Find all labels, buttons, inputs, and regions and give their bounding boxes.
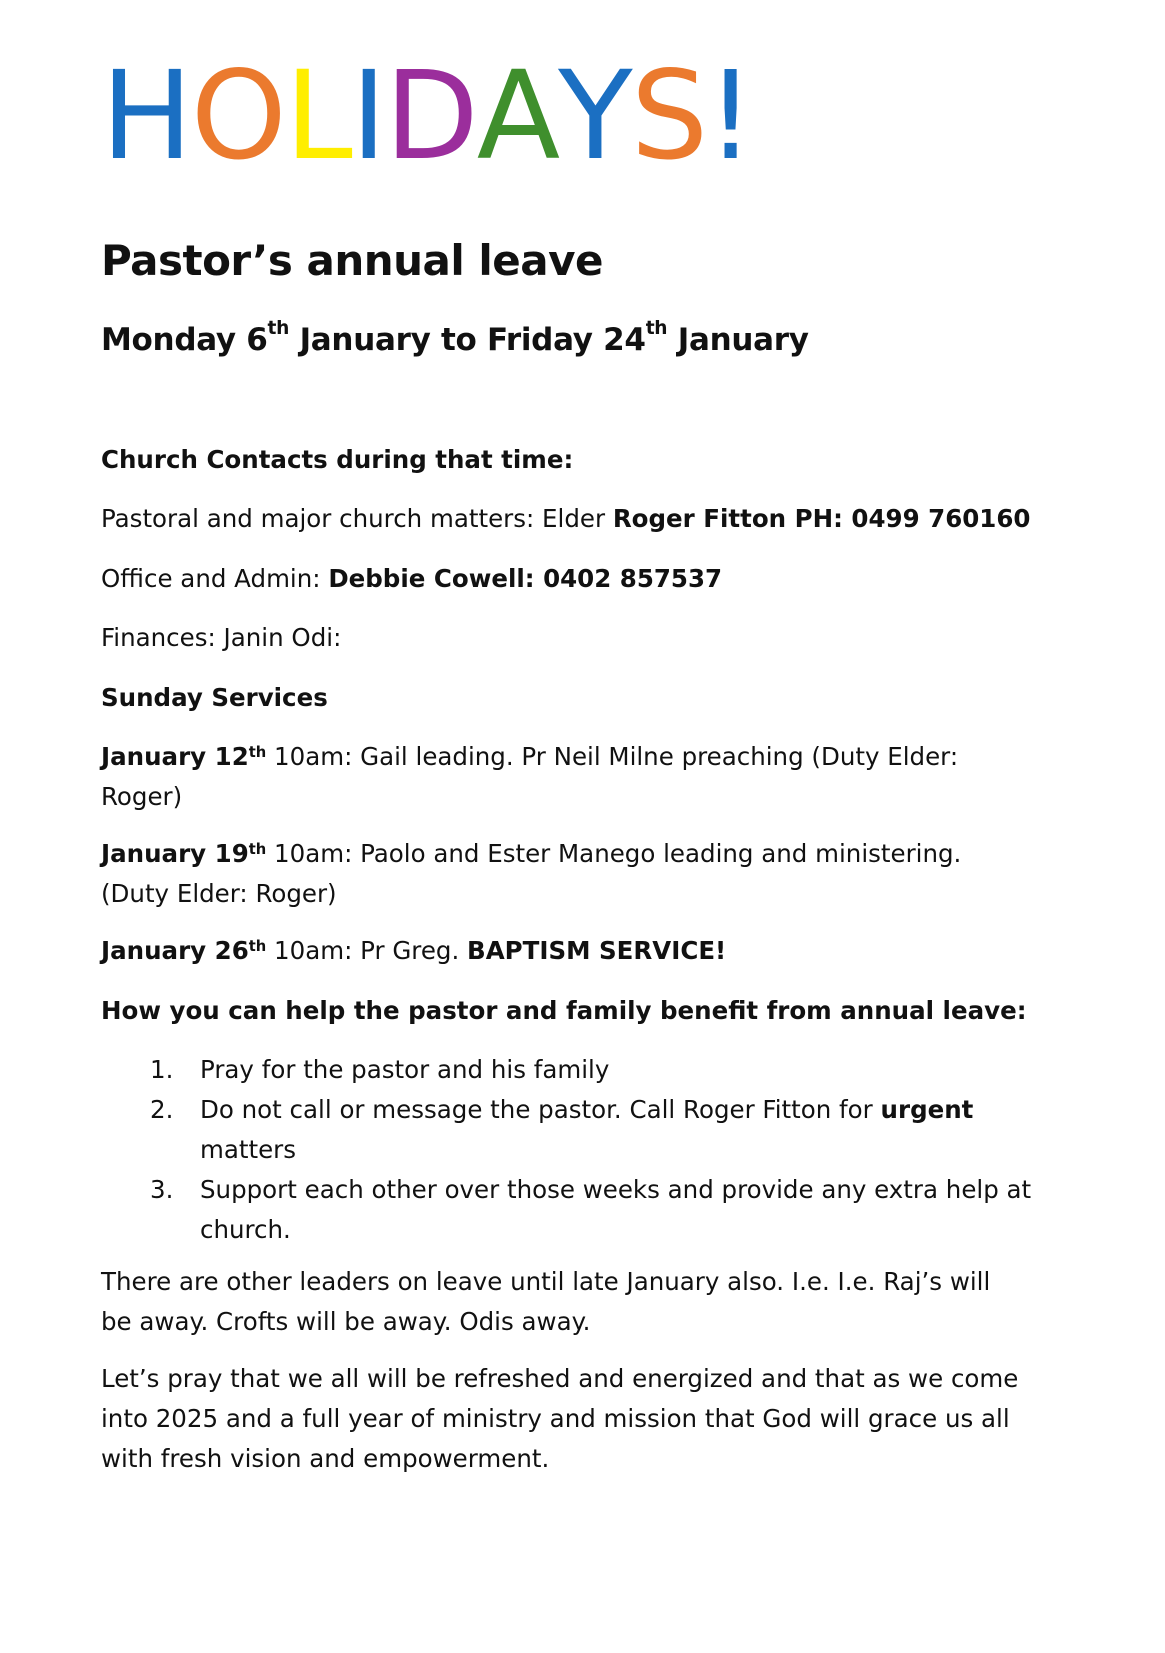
banner-letter: L xyxy=(284,45,351,187)
service-highlight: BAPTISM SERVICE! xyxy=(467,936,727,965)
leave-dates xyxy=(101,318,809,358)
page-title: Pastor’s annual leave xyxy=(101,236,603,285)
contacts-heading: Church Contacts during that time: xyxy=(101,445,574,474)
dates-middle: January to Friday 24 xyxy=(289,322,646,358)
list-text: Support each other over those weeks and provide any extra help at church. xyxy=(200,1175,1032,1244)
services-heading: Sunday Services xyxy=(101,683,328,712)
dates-sup-2: th xyxy=(645,318,668,339)
banner-letter: I xyxy=(350,45,385,187)
list-text: Do not call or message the pastor. Call Roger Fitton for xyxy=(200,1095,881,1124)
contact-office-name: Debbie Cowell: 0402 857537 xyxy=(328,564,723,593)
service-text: 10am: Gail leading. Pr Neil Milne preaching (Duty Elder: Roger) xyxy=(101,742,959,811)
contact-office xyxy=(101,559,1091,599)
service-item xyxy=(101,931,1091,971)
banner-letter: S xyxy=(630,45,707,187)
service-date-sup: th xyxy=(248,841,267,858)
leaders-away-paragraph: There are other leaders on leave until late January also. I.e. I.e. Raj’s will be away. Crofts will be away. Odis away. xyxy=(101,1267,991,1336)
banner-letter: Y xyxy=(558,45,631,187)
help-list xyxy=(150,1050,1050,1250)
help-heading: How you can help the pastor and family benefit from annual leave: xyxy=(101,996,1027,1025)
contact-pastoral-name: Roger Fitton PH: 0499 760160 xyxy=(612,504,1031,533)
list-number: 2. xyxy=(150,1095,174,1124)
contact-pastoral xyxy=(101,499,1091,539)
contact-finances: Finances: Janin Odi: xyxy=(101,623,342,652)
banner-letter: ! xyxy=(706,45,754,187)
service-date: January 12 xyxy=(101,742,249,771)
service-item xyxy=(101,834,981,914)
holidays-banner xyxy=(101,45,754,187)
list-item xyxy=(150,1050,1050,1090)
service-date-sup: th xyxy=(248,938,267,955)
service-item xyxy=(101,737,981,817)
service-date-sup: th xyxy=(248,744,267,761)
list-item xyxy=(150,1090,1030,1170)
dates-end: January xyxy=(667,322,809,358)
dates-start: Monday 6 xyxy=(101,322,268,358)
service-text: 10am: Pr Greg. xyxy=(266,936,468,965)
list-item xyxy=(150,1170,1060,1250)
list-text: Pray for the pastor and his family xyxy=(200,1055,610,1084)
prayer-paragraph: Let’s pray that we all will be refreshed and energized and that as we come into 2025 and a full year of ministry and mission that God will grace us all with fresh vision and empowerment. xyxy=(101,1364,1019,1473)
list-number: 3. xyxy=(150,1175,174,1204)
contact-office-label: Office and Admin: xyxy=(101,564,329,593)
banner-letter: O xyxy=(190,45,285,187)
banner-letter: A xyxy=(476,45,559,187)
list-number: 1. xyxy=(150,1055,174,1084)
service-text: 10am: Paolo and Ester Manego leading and ministering. (Duty Elder: Roger) xyxy=(101,839,962,908)
list-tail: matters xyxy=(200,1135,297,1164)
contact-pastoral-label: Pastoral and major church matters: Elder xyxy=(101,504,613,533)
list-emphasis: urgent xyxy=(880,1095,974,1124)
service-date: January 26 xyxy=(101,936,249,965)
banner-letter: D xyxy=(384,45,477,187)
banner-letter: H xyxy=(101,45,191,187)
dates-sup-1: th xyxy=(267,318,290,339)
service-date: January 19 xyxy=(101,839,249,868)
